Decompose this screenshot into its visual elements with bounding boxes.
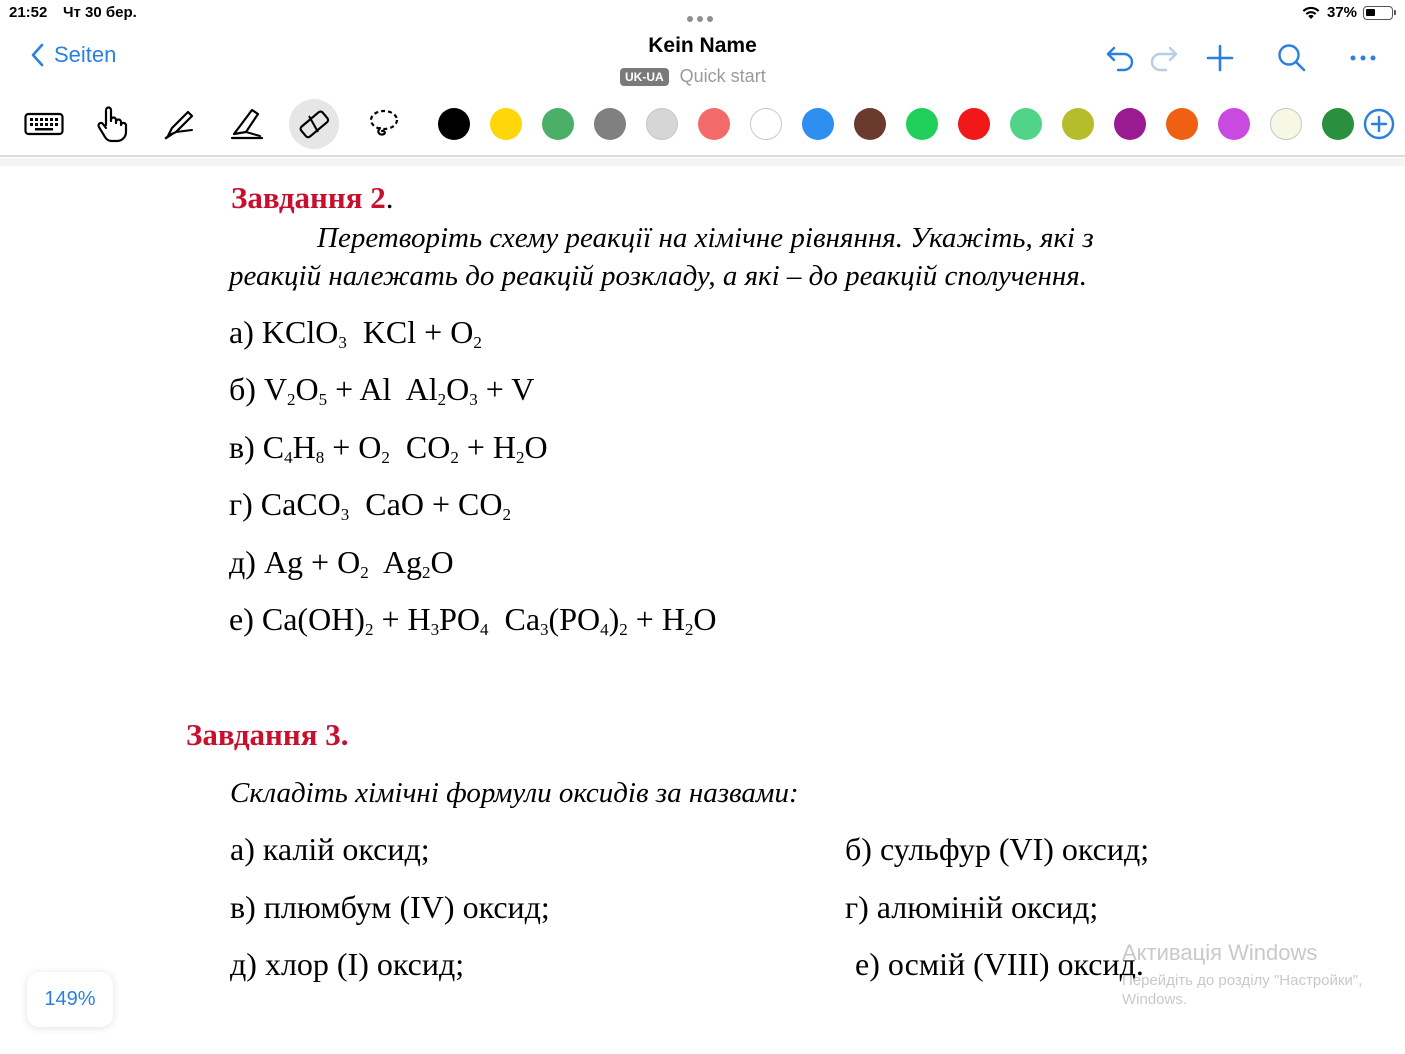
color-swatch[interactable] [698, 108, 730, 140]
watermark-line1: Активація Windows [1122, 940, 1318, 965]
formula-text: + H [458, 429, 516, 465]
subscript: 3 [338, 333, 347, 352]
color-swatch[interactable] [1218, 108, 1250, 140]
task2-title-text: Завдання 2 [231, 180, 386, 215]
formula-text: PO [439, 601, 480, 637]
formula-text: + H [627, 601, 685, 637]
subscript: 2 [381, 448, 390, 467]
formula-text: + Al Al [327, 371, 438, 407]
color-swatch[interactable] [646, 108, 678, 140]
document-title[interactable]: Kein Name [648, 34, 757, 57]
formula-text: (PO [548, 601, 601, 637]
formula-text: O [430, 544, 454, 580]
formula-text: CaO + CO [349, 486, 503, 522]
subscript: 4 [600, 620, 609, 639]
formula-text: C [262, 429, 285, 465]
zoom-level-button[interactable]: 149% [27, 972, 113, 1027]
task3-title: Завдання 3. [186, 717, 349, 752]
equation-label: в) [229, 429, 263, 465]
wifi-icon [1301, 5, 1321, 25]
formula-text: ) [608, 601, 620, 637]
color-swatch[interactable] [1010, 108, 1042, 140]
equation-a [229, 314, 482, 351]
subscript: 3 [540, 620, 549, 639]
add-color-icon[interactable] [1363, 108, 1395, 140]
subscript: 2 [422, 563, 431, 582]
subscript: 2 [473, 333, 482, 352]
undo-icon[interactable] [1104, 42, 1136, 79]
document-subtitle [620, 66, 766, 87]
back-label: Seiten [54, 42, 117, 67]
equation-label: е) [229, 601, 262, 637]
nav-bar [0, 30, 1405, 92]
color-swatch[interactable] [750, 108, 782, 140]
watermark-line3: Windows. [1122, 991, 1188, 1008]
highlighter-icon[interactable] [222, 99, 272, 149]
status-date: Чт 30 бер. [63, 4, 137, 21]
toolbar-divider [0, 155, 1405, 157]
subscript: 2 [684, 620, 694, 639]
color-swatch[interactable] [1062, 108, 1094, 140]
formula-text: CaCO [260, 486, 341, 522]
formula-text: KCl + O [346, 314, 474, 350]
document-page[interactable] [0, 166, 1405, 1054]
color-swatch[interactable] [802, 108, 834, 140]
oxide-option-g: г) алюміній оксид; [845, 889, 1099, 925]
equation-v [229, 429, 548, 466]
subscript: 3 [469, 390, 478, 409]
color-swatch[interactable] [594, 108, 626, 140]
subscript: 2 [437, 390, 447, 409]
task2-instruction-line2: реакцій належать до реакцій розкладу, а які – до реакцій сполучення. [229, 260, 1087, 292]
subscript: 2 [515, 448, 525, 467]
formula-text: + O [324, 429, 382, 465]
color-swatch[interactable] [1114, 108, 1146, 140]
equation-label: б) [229, 371, 264, 407]
search-icon[interactable] [1276, 42, 1308, 79]
formula-text: Ca [488, 601, 541, 637]
formula-text: O [693, 601, 717, 637]
battery-level-fill [1366, 9, 1375, 16]
oxide-option-e: е) осмій (VIII) оксид. [855, 946, 1144, 982]
formula-text: Ca(OH) [261, 601, 365, 637]
color-swatch[interactable] [490, 108, 522, 140]
oxide-option-b: б) сульфур (VI) оксид; [845, 831, 1150, 867]
drawing-toolbar [0, 96, 1405, 152]
oxide-option-a: а) калій оксид; [230, 831, 430, 867]
subscript: 4 [284, 448, 293, 467]
windows-activation-watermark [1122, 940, 1362, 1008]
equation-b [229, 371, 534, 408]
keyboard-icon[interactable] [19, 99, 69, 149]
equation-g [229, 486, 511, 523]
task3-instruction: Складіть хімічні формули оксидів за назвами: [230, 777, 799, 809]
color-swatch[interactable] [854, 108, 886, 140]
color-swatch[interactable] [438, 108, 470, 140]
page-gap [0, 158, 1405, 166]
subscript: 3 [340, 505, 350, 524]
watermark-line2: Перейдіть до розділу "Настройки", [1122, 972, 1363, 989]
subscript: 3 [430, 620, 440, 639]
formula-text: H [292, 429, 316, 465]
task2-title [231, 180, 394, 216]
battery-icon [1363, 6, 1393, 20]
status-time: 21:52 [9, 4, 48, 21]
subscript: 2 [364, 620, 374, 639]
subscript: 5 [318, 390, 328, 409]
battery-percent: 37% [1327, 4, 1358, 21]
subscript: 8 [315, 448, 325, 467]
task2-title-period: . [385, 180, 394, 215]
color-swatch[interactable] [1322, 108, 1354, 140]
pen-icon[interactable] [155, 99, 205, 149]
color-swatch[interactable] [1166, 108, 1198, 140]
multitasking-dots-icon[interactable] [687, 9, 719, 17]
redo-icon[interactable] [1148, 42, 1180, 79]
formula-text: Ag + O [263, 544, 361, 580]
equation-label: г) [229, 486, 261, 522]
color-swatch[interactable] [1270, 108, 1302, 140]
subscript: 2 [360, 563, 369, 582]
formula-text: O [295, 371, 319, 407]
hand-icon[interactable] [86, 99, 136, 149]
formula-text: O [524, 429, 548, 465]
color-swatch[interactable] [958, 108, 990, 140]
more-icon[interactable] [1348, 42, 1378, 79]
formula-text: KClO [261, 314, 339, 350]
lasso-icon[interactable] [359, 99, 409, 149]
subscript: 2 [450, 448, 459, 467]
oxide-option-d: д) хлор (I) оксид; [230, 946, 465, 982]
subscript: 2 [502, 505, 511, 524]
language-badge: UK-UA [620, 68, 669, 86]
equation-e [229, 601, 717, 638]
equation-label: д) [229, 544, 264, 580]
formula-text: Ag [368, 544, 423, 580]
subscript: 2 [287, 390, 296, 409]
formula-text: + V [477, 371, 535, 407]
color-swatch[interactable] [906, 108, 938, 140]
formula-text: + H [373, 601, 431, 637]
equation-label: а) [229, 314, 262, 350]
formula-text: CO [389, 429, 451, 465]
formula-text: O [446, 371, 470, 407]
status-bar [0, 0, 1405, 26]
subscript: 2 [619, 620, 628, 639]
subscript: 4 [480, 620, 489, 639]
task2-instruction-line1: Перетворіть схему реакції на хімічне рівняння. Укажіть, які з [317, 222, 1094, 254]
formula-text: V [263, 371, 288, 407]
add-icon[interactable] [1205, 42, 1235, 79]
equation-d [229, 544, 454, 581]
quick-start-label: Quick start [679, 66, 766, 86]
color-swatch[interactable] [542, 108, 574, 140]
oxide-option-v: в) плюмбум (IV) оксид; [230, 889, 550, 925]
eraser-icon[interactable] [289, 99, 339, 149]
